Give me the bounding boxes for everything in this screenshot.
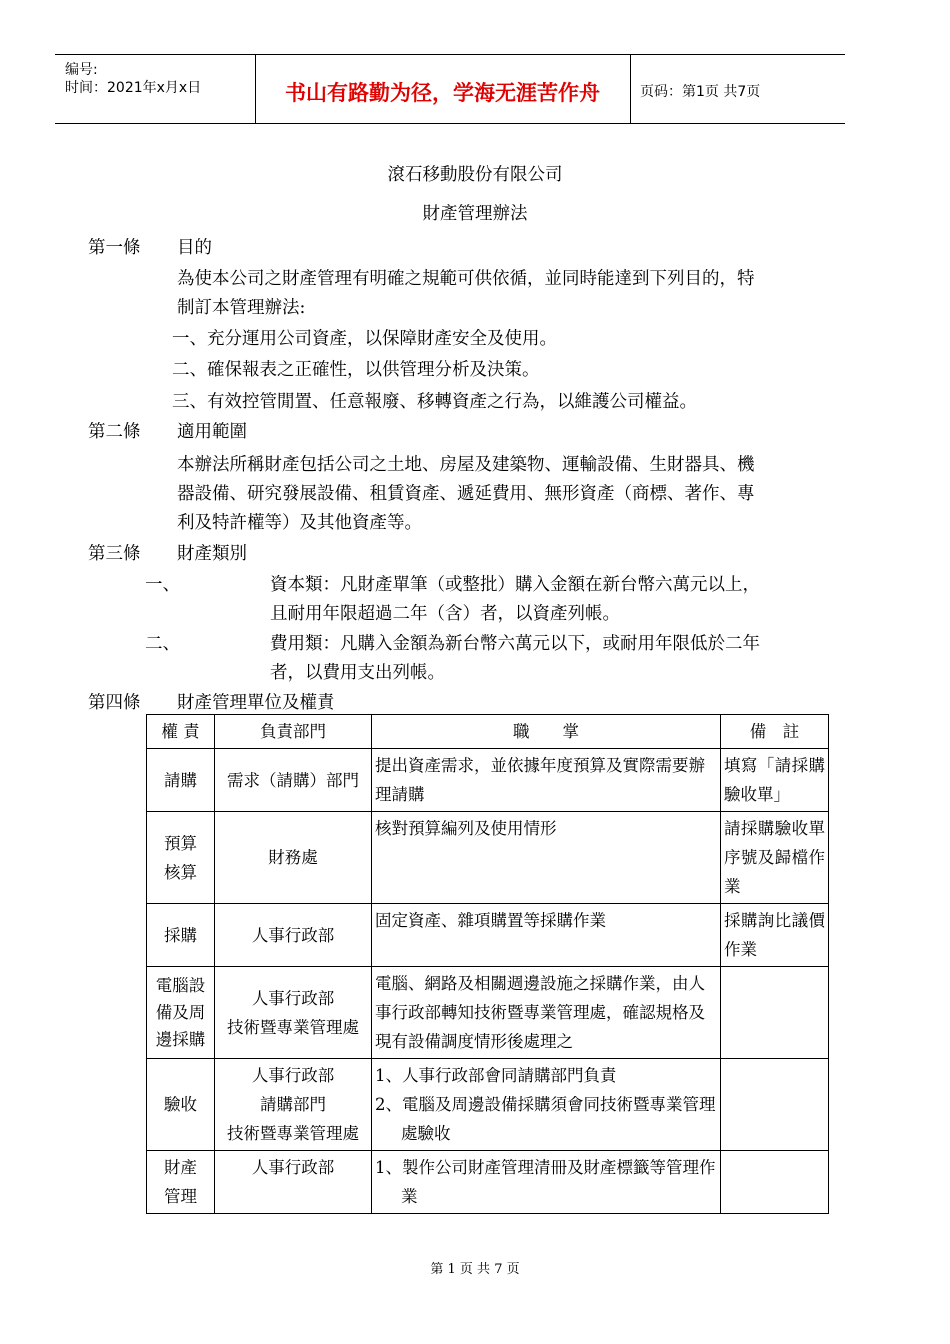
article-1-item: 三、有效控管閒置、任意報廢、移轉資產之行為，以維護公司權益。 bbox=[172, 392, 697, 412]
article-2-line: 利及特許權等）及其他資產等。 bbox=[177, 513, 422, 533]
article-1-number: 第一條 bbox=[88, 238, 141, 258]
article-3-number: 第三條 bbox=[88, 544, 141, 564]
role-text: 財產管理 bbox=[164, 1158, 197, 1206]
note-cell: 請採購驗收單序號及歸檔作業 bbox=[721, 812, 829, 904]
page-header bbox=[55, 54, 845, 124]
duty-cell bbox=[372, 1059, 721, 1151]
note-cell: 填寫「請採購驗收單」 bbox=[721, 749, 829, 812]
header-slogan: 书山有路勤为径，学海无涯苦作舟 bbox=[285, 81, 600, 105]
header-meta-cell bbox=[55, 55, 256, 123]
duty-cell bbox=[372, 1151, 721, 1214]
article-3-heading: 財產類別 bbox=[177, 544, 247, 564]
department-cell: 需求（請購）部門 bbox=[215, 749, 372, 812]
duty-item: 2、電腦及周邊設備採購須會同技術暨專業管理處驗收 bbox=[375, 1095, 716, 1143]
role-text: 預算核算 bbox=[164, 833, 197, 882]
duty-item: 1、製作公司財產管理清冊及財產標籤等管理作業 bbox=[375, 1158, 716, 1206]
table-header-cell: 備 註 bbox=[721, 715, 829, 749]
department-cell: 人事行政部 請購部門 技術暨專業管理處 bbox=[215, 1059, 372, 1151]
article-1-item: 一、充分運用公司資產，以保障財產安全及使用。 bbox=[172, 329, 557, 349]
table-row bbox=[147, 1151, 829, 1214]
article-2-line: 本辦法所稱財產包括公司之土地、房屋及建築物、運輸設備、生財器具、機 bbox=[177, 455, 755, 475]
role-text: 電腦設備及周邊採購 bbox=[155, 976, 206, 1049]
role-cell bbox=[147, 967, 215, 1059]
duty-cell: 固定資產、雜項購置等採購作業 bbox=[372, 904, 721, 967]
table-header-cell: 負責部門 bbox=[215, 715, 372, 749]
document-number-label: 编号: bbox=[65, 62, 98, 78]
header-page-cell bbox=[630, 55, 845, 123]
article-3-item-number: 一、 bbox=[145, 575, 180, 595]
note-cell bbox=[721, 967, 829, 1059]
department-cell: 人事行政部 bbox=[215, 904, 372, 967]
document-time-label: 时间：2021年x月x日 bbox=[65, 80, 202, 96]
article-3-item-line: 費用類：凡購入金額為新台幣六萬元以下，或耐用年限低於二年 bbox=[270, 634, 760, 654]
role-cell: 採購 bbox=[147, 904, 215, 967]
article-1-heading: 目的 bbox=[177, 238, 212, 258]
note-cell bbox=[721, 1059, 829, 1151]
article-1-item: 二、確保報表之正確性，以供管理分析及決策。 bbox=[172, 360, 540, 380]
table-row bbox=[147, 967, 829, 1059]
article-1-intro-line: 制訂本管理辦法: bbox=[177, 298, 306, 318]
article-2-number: 第二條 bbox=[88, 422, 141, 442]
table-header-cell: 職 掌 bbox=[372, 715, 721, 749]
article-3-item-line: 者，以費用支出列帳。 bbox=[270, 663, 445, 683]
header-page-number: 页码：第1页 共7页 bbox=[640, 84, 761, 100]
note-cell bbox=[721, 1151, 829, 1214]
company-name: 滾石移動股份有限公司 bbox=[387, 165, 563, 185]
department-cell: 人事行政部 bbox=[215, 1151, 372, 1214]
article-3-item-line: 且耐用年限超過二年（含）者，以資產列帳。 bbox=[270, 604, 620, 624]
article-2-line: 器設備、研究發展設備、租賃資產、遞延費用、無形資產（商標、著作、專 bbox=[177, 484, 755, 504]
role-cell: 請購 bbox=[147, 749, 215, 812]
department-cell: 人事行政部 技術暨專業管理處 bbox=[215, 967, 372, 1059]
duty-item: 1、人事行政部會同請購部門負責 bbox=[375, 1066, 617, 1085]
role-cell bbox=[147, 812, 215, 904]
table-row bbox=[147, 904, 829, 967]
duty-cell: 電腦、網路及相關週邊設施之採購作業，由人事行政部轉知技術暨專業管理處，確認規格及現有設備調度情形後處理之 bbox=[372, 967, 721, 1059]
article-4-number: 第四條 bbox=[88, 693, 141, 713]
duty-cell: 核對預算編列及使用情形 bbox=[372, 812, 721, 904]
table-row bbox=[147, 812, 829, 904]
table-row bbox=[147, 749, 829, 812]
header-slogan-cell bbox=[255, 55, 631, 123]
role-cell: 驗收 bbox=[147, 1059, 215, 1151]
article-1-intro-line: 為使本公司之財產管理有明確之規範可供依循，並同時能達到下列目的，特 bbox=[177, 269, 755, 289]
page-footer: 第 1 页 共 7 页 bbox=[430, 1262, 520, 1277]
article-2-heading: 適用範圍 bbox=[177, 422, 247, 442]
article-4-heading: 財產管理單位及權責 bbox=[177, 693, 335, 713]
responsibility-table bbox=[146, 714, 829, 1214]
duty-cell: 提出資產需求，並依據年度預算及實際需要辦理請購 bbox=[372, 749, 721, 812]
article-3-item-number: 二、 bbox=[145, 634, 180, 654]
note-cell: 採購詢比議價作業 bbox=[721, 904, 829, 967]
table-header-cell: 權 責 bbox=[147, 715, 215, 749]
role-cell bbox=[147, 1151, 215, 1214]
department-cell: 財務處 bbox=[215, 812, 372, 904]
document-title: 財產管理辦法 bbox=[422, 204, 528, 224]
article-3-item-line: 資本類：凡財產單筆（或整批）購入金額在新台幣六萬元以上， bbox=[270, 575, 760, 595]
table-header-row bbox=[147, 715, 829, 749]
table-row bbox=[147, 1059, 829, 1151]
